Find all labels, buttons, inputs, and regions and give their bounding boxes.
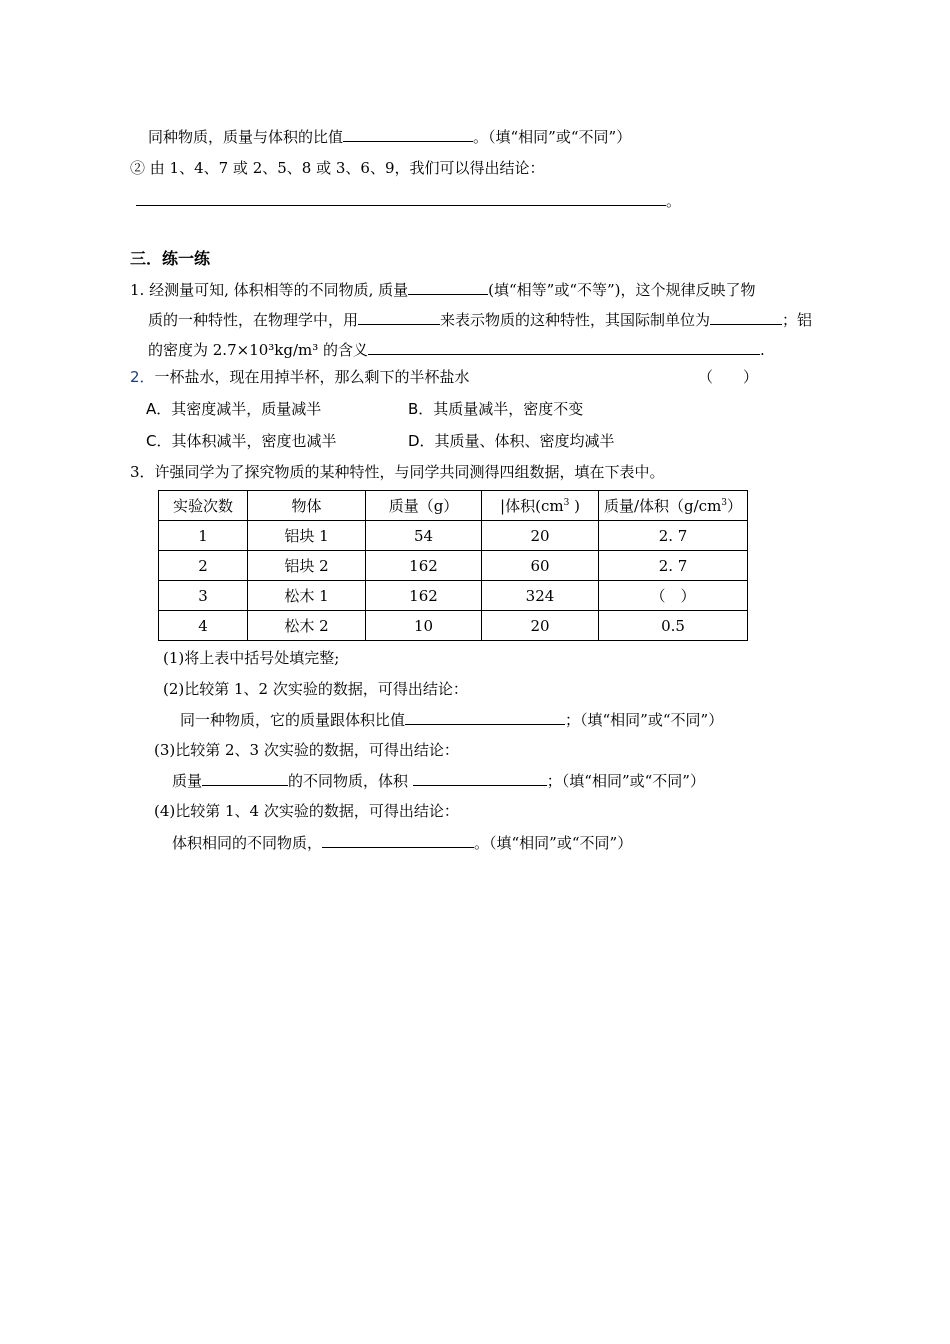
table-cell: 2. 7 <box>599 551 748 581</box>
sub-question-3: (3)比较第 2、3 次实验的数据，可得出结论： <box>154 741 459 759</box>
question-3-stem: 3．许强同学为了探究物质的某种特性，与同学共同测得四组数据，填在下表中。 <box>130 463 665 481</box>
table-cell: 54 <box>366 521 482 551</box>
table-cell: 324 <box>482 581 599 611</box>
sub-question-4: (4)比较第 1、4 次实验的数据，可得出结论： <box>154 802 459 820</box>
sub-question-1: (1)将上表中括号处填完整; <box>163 649 340 667</box>
table-cell: 20 <box>482 521 599 551</box>
q1-text-a: 1. 经测量可知, 体积相等的不同物质, 质量 <box>130 281 409 299</box>
table-row <box>159 581 748 611</box>
sub3-text-c: ；（填“相同”或“不同”） <box>546 772 705 790</box>
table-header-row <box>159 491 748 521</box>
option-c[interactable]: C．其体积减半，密度也减半 <box>146 432 337 450</box>
answer-blank[interactable] <box>405 709 565 725</box>
table-row <box>159 611 748 641</box>
carryover-tail: 。（填“相同”或“不同”） <box>473 128 632 146</box>
table-row <box>159 551 748 581</box>
sub3-text-a: 质量 <box>172 772 203 790</box>
answer-blank[interactable] <box>358 309 440 325</box>
table-cell: 松木 2 <box>248 611 366 641</box>
q2-answer-paren[interactable]: （ ） <box>698 368 759 386</box>
question-1-line-3 <box>148 339 765 360</box>
carryover-text: 同种物质，质量与体积的比值 <box>148 128 344 146</box>
answer-blank[interactable] <box>136 190 666 206</box>
table-header-cell: 物体 <box>248 491 366 521</box>
answer-blank[interactable] <box>368 339 760 355</box>
sub3-text-b: 的不同物质，体积 <box>288 772 413 790</box>
option-b[interactable]: B．其质量减半，密度不变 <box>408 400 584 418</box>
q1-text-d: 来表示物质的这种特性，其国际制单位为 <box>440 311 711 329</box>
data-table <box>158 490 748 641</box>
sub2-text-a: 同一种物质，它的质量跟体积比值 <box>180 711 406 729</box>
question-2-stem <box>130 367 470 387</box>
table-answer-cell[interactable]: （ ） <box>599 581 748 611</box>
table-cell: 2 <box>159 551 248 581</box>
table-cell: 2. 7 <box>599 521 748 551</box>
table-header-cell: |体积($cm^3$ ) <box>482 491 599 521</box>
sub-question-4-answer <box>172 832 632 853</box>
table-cell: 4 <box>159 611 248 641</box>
table-cell: 3 <box>159 581 248 611</box>
answer-blank[interactable] <box>343 126 473 142</box>
question-1-line-2 <box>148 309 812 330</box>
q1-text-f: 的密度为 2.7×10³kg/m³ 的含义 <box>148 341 369 359</box>
question-1-line-1 <box>130 279 756 300</box>
answer-blank[interactable] <box>202 770 288 786</box>
carryover-line-3 <box>136 190 681 211</box>
q1-text-c: 质的一种特性，在物理学中，用 <box>148 311 359 329</box>
carryover-tail: 。 <box>666 192 682 210</box>
table-cell: 铝块 1 <box>248 521 366 551</box>
option-d[interactable]: D．其质量、体积、密度均减半 <box>408 432 615 450</box>
q1-text-g: . <box>760 341 765 359</box>
sub4-text-b: 。（填“相同”或“不同”） <box>474 834 633 852</box>
table-header-cell: 实验次数 <box>159 491 248 521</box>
table-cell: 162 <box>366 581 482 611</box>
sub-question-2: (2)比较第 1、2 次实验的数据，可得出结论： <box>163 680 468 698</box>
table-cell: 162 <box>366 551 482 581</box>
table-cell: 0.5 <box>599 611 748 641</box>
section-heading: 三．练一练 <box>130 249 211 268</box>
table-header-cell: 质量（g） <box>366 491 482 521</box>
q1-text-b: (填“相等”或“不等”)，这个规律反映了物 <box>488 281 756 299</box>
table-row <box>159 521 748 551</box>
answer-blank[interactable] <box>322 832 474 848</box>
answer-blank[interactable] <box>408 279 488 295</box>
q2-number: 2． <box>130 368 155 386</box>
carryover-line-2: ② 由 1、4、7 或 2、5、8 或 3、6、9，我们可以得出结论： <box>130 159 545 177</box>
q1-text-e: ；铝 <box>782 311 813 329</box>
table-cell: 铝块 2 <box>248 551 366 581</box>
carryover-line-1 <box>148 126 631 147</box>
table-header-cell: 质量/体积$(g/cm^3)$ <box>599 491 748 521</box>
sub-question-3-answer <box>172 770 705 791</box>
answer-blank[interactable] <box>413 770 547 786</box>
q2-stem-text: 一杯盐水，现在用掉半杯，那么剩下的半杯盐水 <box>154 368 470 386</box>
sub4-text-a: 体积相同的不同物质， <box>172 834 323 852</box>
table-cell: 20 <box>482 611 599 641</box>
sub2-text-b: ；（填“相同”或“不同”） <box>565 711 724 729</box>
table-cell: 10 <box>366 611 482 641</box>
answer-blank[interactable] <box>710 309 782 325</box>
table-cell: 60 <box>482 551 599 581</box>
table-cell: 1 <box>159 521 248 551</box>
option-a[interactable]: A．其密度减半，质量减半 <box>146 400 322 418</box>
table-cell: 松木 1 <box>248 581 366 611</box>
sub-question-2-answer <box>180 709 723 730</box>
